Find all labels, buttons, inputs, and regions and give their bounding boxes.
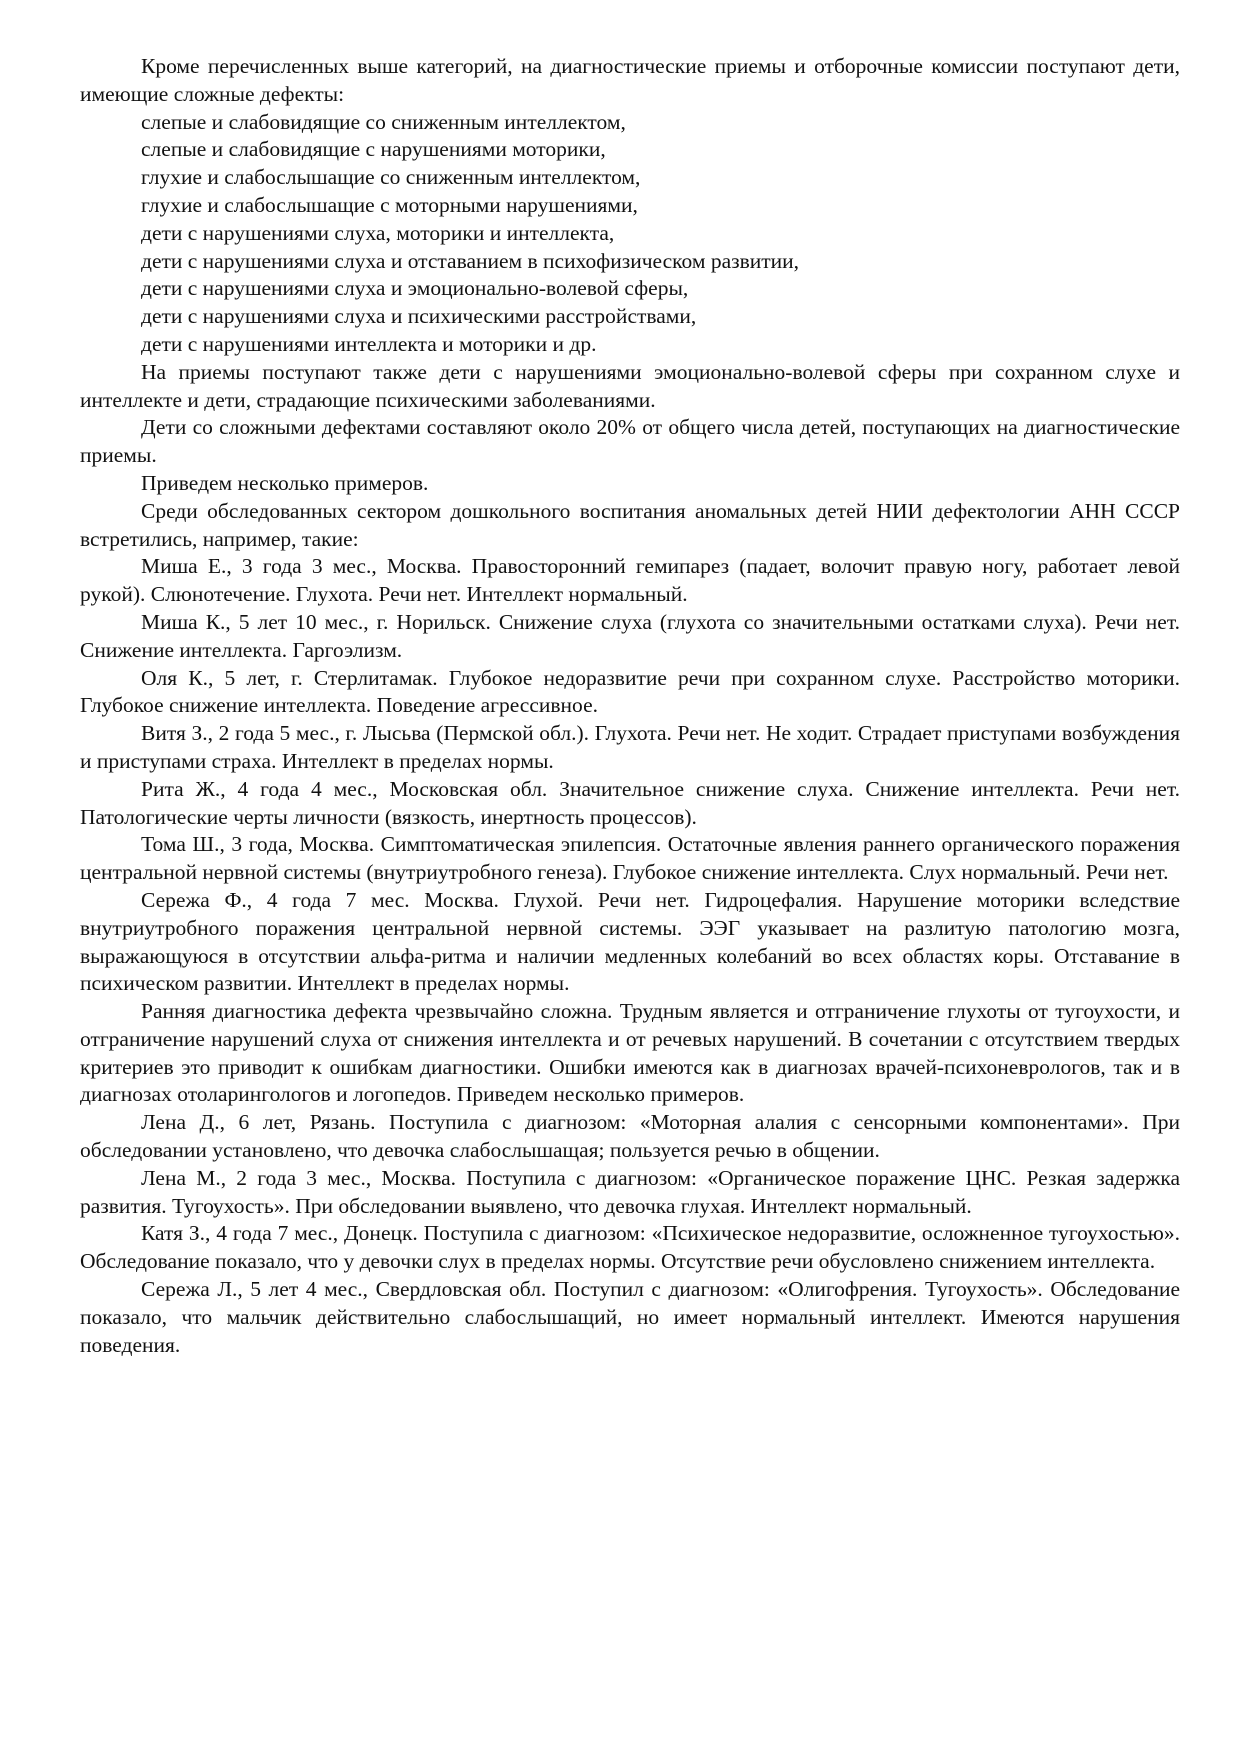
- case-paragraph: Лена М., 2 года 3 мес., Москва. Поступила с диагнозом: «Органическое поражение ЦНС. Резкая задержка развития. Тугоухость». При обследовании выявлено, что девочка глухая. Интеллект нормальный.: [80, 1165, 1180, 1218]
- case-paragraph: Миша К., 5 лет 10 мес., г. Норильск. Снижение слуха (глухота со значительными остатками слуха). Речи нет. Снижение интеллекта. Гаргоэлизм.: [80, 609, 1180, 662]
- case-paragraph: Сережа Л., 5 лет 4 мес., Свердловская обл. Поступил с диагнозом: «Олигофрения. Тугоухость». Обследование показало, что мальчик действительно слабослышащий, но имеет нормальный интеллект. Имеются нарушения поведения.: [80, 1277, 1180, 1357]
- complex-defects-list: [80, 109, 1180, 359]
- case-paragraph: Лена Д., 6 лет, Рязань. Поступила с диагнозом: «Моторная алалия с сенсорными компонентами». При обследовании установлено, что девочка слабослышащая; пользуется речью в общении.: [80, 1110, 1180, 1163]
- examples-intro-paragraph: Приведем несколько примеров.: [141, 470, 429, 495]
- list-item: дети с нарушениями слуха и психическими расстройствами,: [141, 304, 697, 329]
- intro-paragraph: Кроме перечисленных выше категорий, на диагностические приемы и отборочные комиссии поступают дети, имеющие сложные дефекты:: [80, 54, 1180, 106]
- list-item: дети с нарушениями интеллекта и моторики и др.: [141, 331, 597, 356]
- complex-cases-list: [80, 553, 1180, 998]
- research-sector-paragraph: Среди обследованных сектором дошкольного воспитания аномальных детей НИИ дефектологии АНН СССР встретились, например, такие:: [80, 498, 1180, 551]
- document-page: [80, 53, 1180, 1359]
- list-item: дети с нарушениями слуха и эмоционально-волевой сферы,: [141, 276, 689, 301]
- list-item: дети с нарушениями слуха и отставанием в психофизическом развитии,: [141, 248, 800, 273]
- case-paragraph: Тома Ш., 3 года, Москва. Симптоматическая эпилепсия. Остаточные явления раннего органического поражения центральной нервной системы (внутриутробного генеза). Глубокое снижение интеллекта. Слух нормальный. Речи нет.: [80, 832, 1180, 885]
- case-paragraph: Миша Е., 3 года 3 мес., Москва. Правосторонний гемипарез (падает, волочит правую ногу, работает левой рукой). Слюнотечение. Глухота. Речи нет. Интеллект нормальный.: [80, 554, 1180, 607]
- case-paragraph: Рита Ж., 4 года 4 мес., Московская обл. Значительное снижение слуха. Снижение интеллекта. Речи нет. Патологические черты личности (вязкость, инертность процессов).: [80, 776, 1180, 829]
- misdiagnosis-cases-list: [80, 1109, 1180, 1359]
- emotional-sphere-paragraph: На приемы поступают также дети с нарушениями эмоционально-волевой сферы при сохранном слухе и интеллекте и дети, страдающие психическими заболеваниями.: [80, 359, 1180, 412]
- list-item: слепые и слабовидящие со сниженным интеллектом,: [141, 109, 626, 134]
- list-item: глухие и слабослышащие с моторными нарушениями,: [141, 192, 638, 217]
- case-paragraph: Сережа Ф., 4 года 7 мес. Москва. Глухой. Речи нет. Гидроцефалия. Нарушение моторики вследствие внутриутробного поражения центральной нервной системы. ЭЭГ указывает на разлитую патологию мозга, выражающуюся в отсутствии альфа-ритма и наличии медленных колебаний во всех областях коры. Отставание в психическом развитии. Интеллект в пределах нормы.: [80, 887, 1180, 996]
- case-paragraph: Катя З., 4 года 7 мес., Донецк. Поступила с диагнозом: «Психическое недоразвитие, осложненное тугоухостью». Обследование показало, что у девочки слух в пределах нормы. Отсутствие речи обусловлено снижением интеллекта.: [80, 1221, 1180, 1274]
- case-paragraph: Витя З., 2 года 5 мес., г. Лысьва (Пермской обл.). Глухота. Речи нет. Не ходит. Страдает приступами возбуждения и приступами страха. Интеллект в пределах нормы.: [80, 721, 1180, 773]
- list-item: глухие и слабослышащие со сниженным интеллектом,: [141, 165, 641, 190]
- case-paragraph: Оля К., 5 лет, г. Стерлитамак. Глубокое недоразвитие речи при сохранном слухе. Расстройство моторики. Глубокое снижение интеллекта. Поведение агрессивное.: [80, 665, 1180, 718]
- percentage-paragraph: Дети со сложными дефектами составляют около 20% от общего числа детей, поступающих на диагностические приемы.: [80, 415, 1180, 468]
- diagnostics-paragraph: Ранняя диагностика дефекта чрезвычайно сложна. Трудным является и отграничение глухоты от тугоухости, и отграничение нарушений слуха от снижения интеллекта и от речевых нарушений. В сочетании с отсутствием твердых критериев это приводит к ошибкам диагностики. Ошибки имеются как в диагнозах врачей-психоневрологов, так и в диагнозах отоларингологов и логопедов. Приведем несколько примеров.: [80, 999, 1180, 1107]
- list-item: дети с нарушениями слуха, моторики и интеллекта,: [141, 220, 615, 245]
- list-item: слепые и слабовидящие с нарушениями моторики,: [141, 137, 606, 162]
